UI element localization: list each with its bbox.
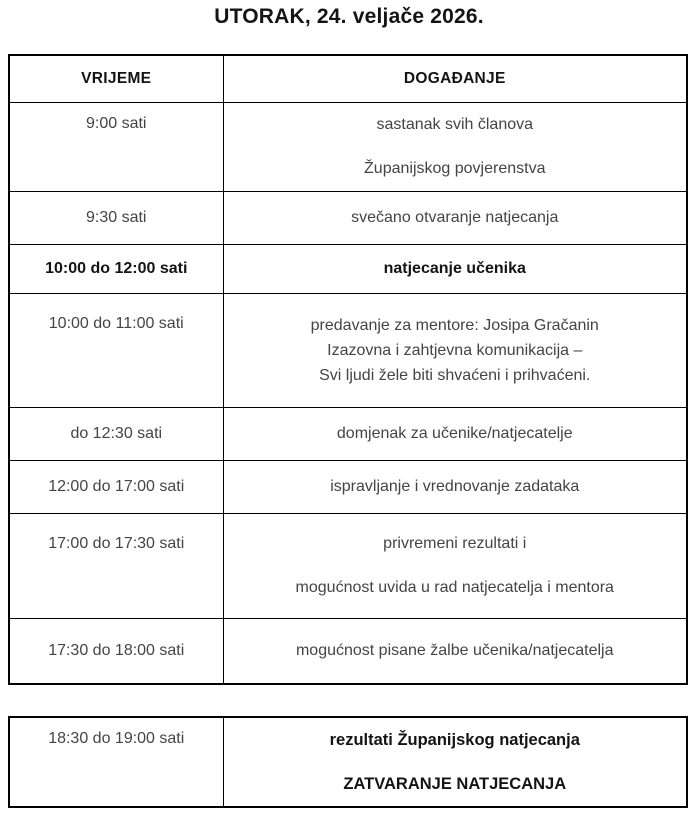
event-cell bbox=[223, 619, 687, 685]
schedule-row bbox=[9, 245, 687, 294]
event-line: Svi ljudi žele biti shvaćeni i prihvaćeni. bbox=[319, 367, 591, 384]
main-schedule-table bbox=[8, 54, 688, 685]
schedule-row bbox=[9, 103, 687, 192]
event-cell bbox=[223, 514, 687, 619]
page-title: UTORAK, 24. veljače 2026. bbox=[214, 5, 484, 28]
time-column-header: VRIJEME bbox=[9, 55, 223, 103]
time-cell: 10:00 do 11:00 sati bbox=[9, 294, 223, 408]
time-cell: 17:30 do 18:00 sati bbox=[9, 619, 223, 685]
event-cell bbox=[223, 192, 687, 245]
event-line: natjecanje učenika bbox=[383, 260, 526, 277]
event-line: rezultati Županijskog natjecanja bbox=[329, 731, 580, 749]
schedule-row bbox=[9, 294, 687, 408]
schedule-row bbox=[9, 717, 687, 807]
schedule-row bbox=[9, 461, 687, 514]
event-line: mogućnost pisane žalbe učenika/natjecatelja bbox=[295, 642, 614, 659]
closing-schedule-table bbox=[8, 716, 688, 808]
event-line: ZATVARANJE NATJECANJA bbox=[343, 775, 567, 793]
time-cell: 10:00 do 12:00 sati bbox=[9, 245, 223, 294]
time-cell: 9:30 sati bbox=[9, 192, 223, 245]
time-cell: 12:00 do 17:00 sati bbox=[9, 461, 223, 514]
schedule-row bbox=[9, 619, 687, 685]
event-line: svečano otvaranje natjecanja bbox=[351, 209, 559, 226]
event-line: domjenak za učenike/natjecatelje bbox=[336, 425, 573, 442]
event-line: Županijskog povjerenstva bbox=[364, 160, 546, 177]
event-cell bbox=[223, 245, 687, 294]
schedule-row bbox=[9, 408, 687, 461]
event-cell bbox=[223, 717, 687, 807]
time-cell: 17:00 do 17:30 sati bbox=[9, 514, 223, 619]
event-line: sastanak svih članova bbox=[376, 116, 534, 133]
time-cell: 18:30 do 19:00 sati bbox=[9, 717, 223, 807]
header-row bbox=[9, 55, 687, 103]
event-line: predavanje za mentore: Josipa Gračanin bbox=[310, 317, 599, 334]
schedule-row bbox=[9, 192, 687, 245]
event-line: Izazovna i zahtjevna komunikacija – bbox=[327, 342, 583, 359]
time-cell: 9:00 sati bbox=[9, 103, 223, 192]
schedule-row bbox=[9, 514, 687, 619]
event-cell bbox=[223, 294, 687, 408]
event-cell bbox=[223, 408, 687, 461]
event-cell bbox=[223, 461, 687, 514]
time-cell: do 12:30 sati bbox=[9, 408, 223, 461]
event-cell bbox=[223, 103, 687, 192]
event-line: privremeni rezultati i bbox=[383, 535, 527, 552]
event-line: mogućnost uvida u rad natjecatelja i mentora bbox=[295, 579, 614, 596]
event-column-header: DOGAĐANJE bbox=[223, 55, 687, 103]
event-line: ispravljanje i vrednovanje zadataka bbox=[330, 478, 580, 495]
